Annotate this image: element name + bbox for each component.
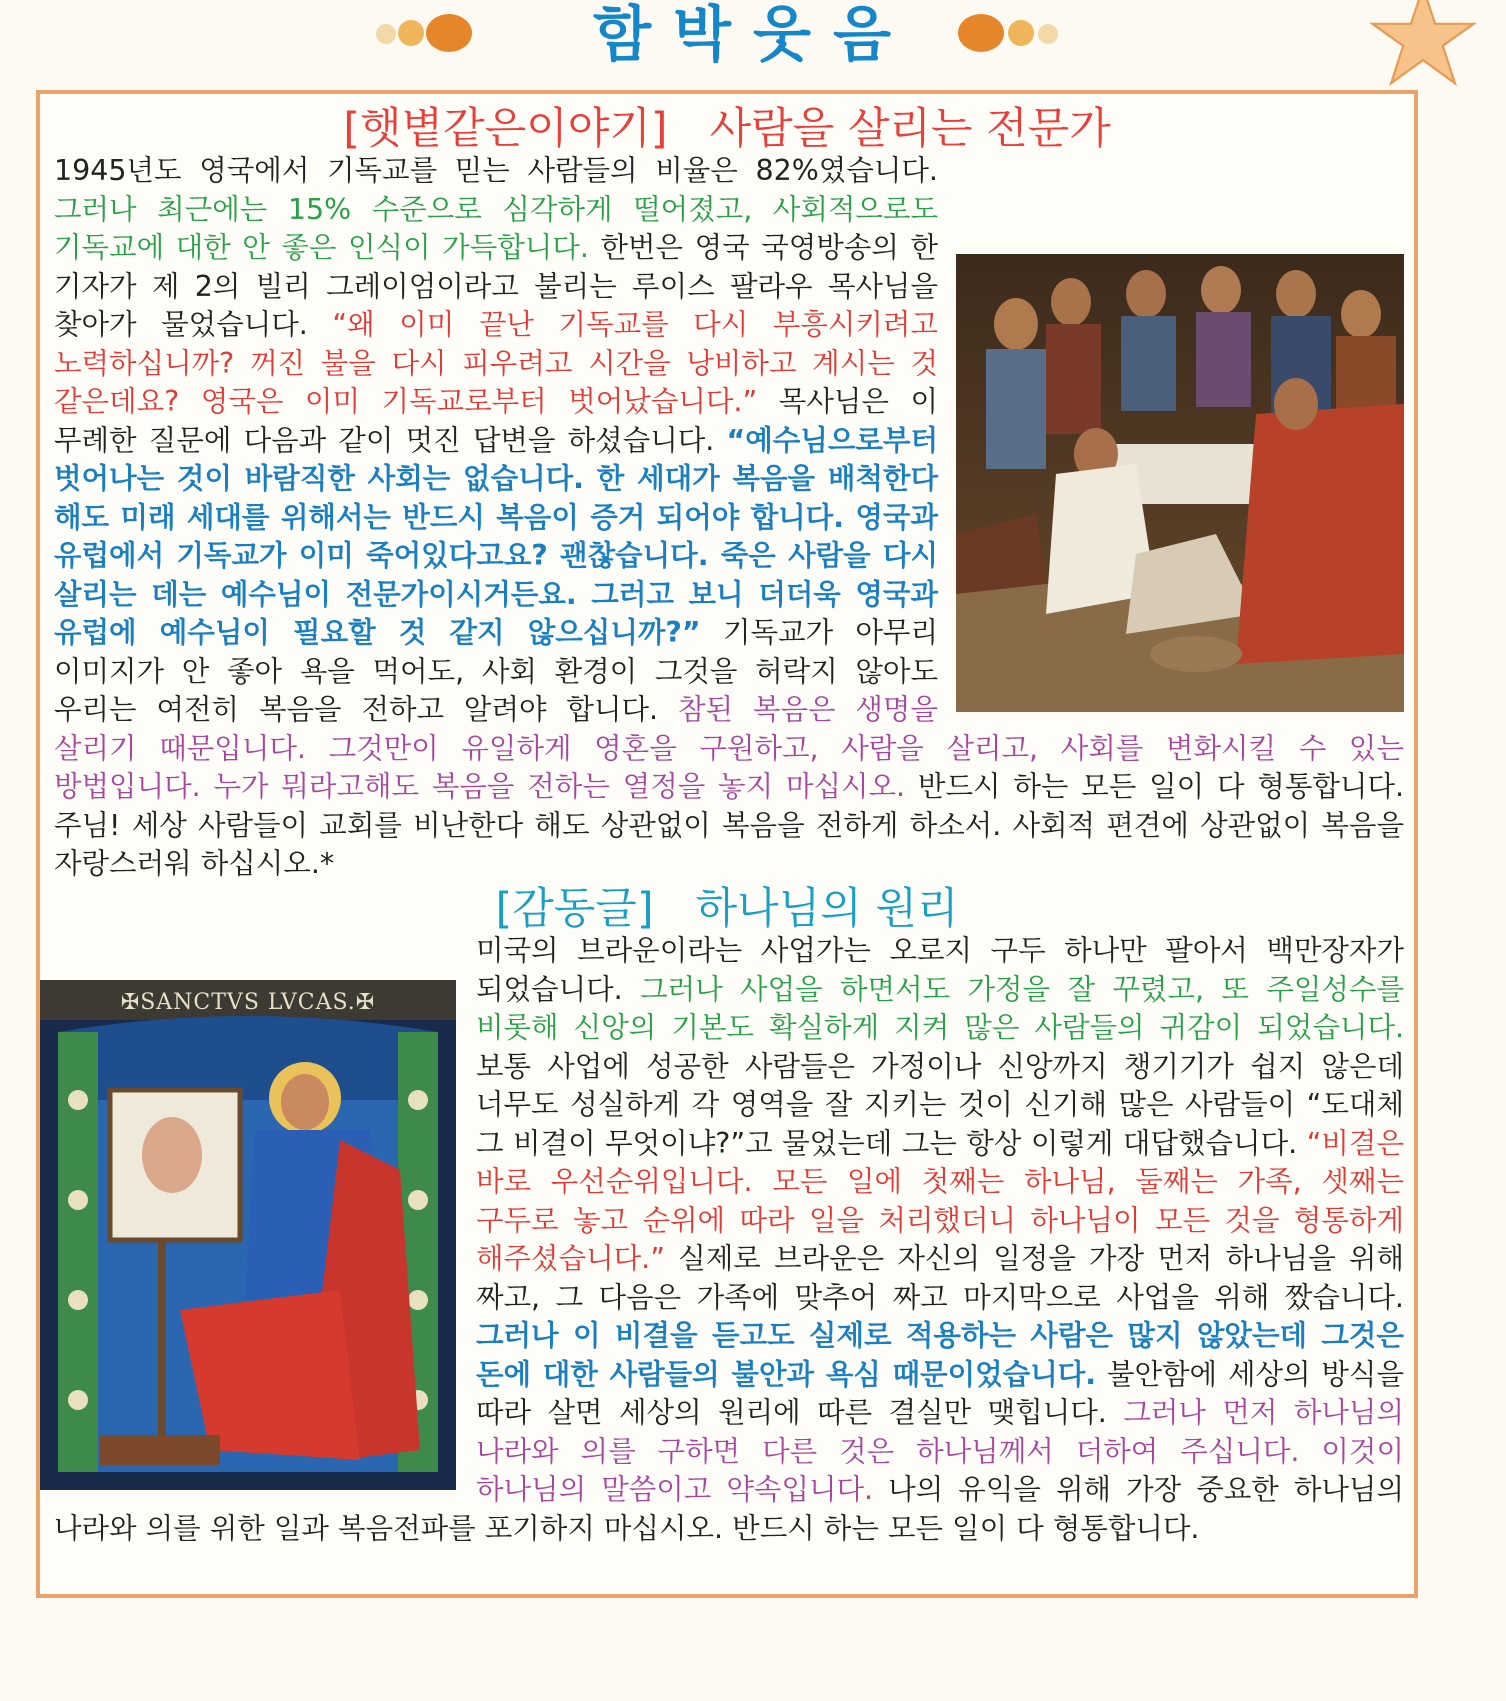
a1-text-5: 목사님은 이 무례한 질문에 다음과 같이 멋진 답변을 하셨습니다. [54, 385, 938, 457]
a1-text-2: 그러나 최근에는 15% 수준으로 심각하게 떨어졌고, 사회적으로도 기독교에 대한 안 좋은 인식이 가득합니다. [54, 192, 938, 264]
article2-body [54, 932, 1404, 1548]
a1-text-7: 기독교가 아무리 이미지가 안 좋아 욕을 먹어도, 사회 환경이 그것을 허락지 않아도 우리는 여전히 복음을 전하고 알려야 합니다. [54, 616, 938, 726]
a2-quote-brown: “비결은 바로 우선순위입니다. 모든 일에 첫째는 하나님, 둘째는 가족, 셋째는 구두로 놓고 순위에 따라 일을 처리했더니 하나님이 모든 것을 형통하게 해주셨습니다.” [476, 1126, 1404, 1275]
a1-text-8: 참된 복음은 생명을 살리기 때문입니다. 그것만이 유일하게 영혼을 구원하고, 사람을 살리고, 사회를 변화시킬 수 있는 방법입니다. 누가 뭐라고해도 복음을 전하는 열정을 놓지 마십시오. [54, 693, 1404, 803]
article2-title [40, 884, 1414, 934]
a2-text-3: 보통 사업에 성공한 사람들은 가정이나 신앙까지 챙기기가 쉽지 않은데 너무도 성실하게 각 영역을 잘 지키는 것이 신기해 많은 사람들이 “도대체 그 비결이 무엇이냐?”고 물었는데 그는 항상 이렇게 대답했습니다. [476, 1049, 1404, 1160]
right-dots-decoration [958, 14, 1088, 54]
a1-text-9: 반드시 하는 모든 일이 다 형통합니다. 주님! 세상 사람들이 교회를 비난한다 해도 상관없이 복음을 전하게 하소서. 사회적 편견에 상관없이 복음을 자랑스러워 하십시오.* [54, 770, 1404, 880]
a1-text-3: 한번은 영국 국영방송의 한 기자가 제 2의 빌리 그레이엄이라고 불리는 루이스 팔라우 목사님을 찾아가 물었습니다. [54, 231, 938, 341]
stained-glass-inscription: ✠SANCTVS LVCAS.✠ [120, 990, 376, 1015]
a2-text-9: 나의 유익을 위해 가장 중요한 하나님의 나라와 의를 위한 일과 복음전파를 포기하지 마십시오. 반드시 하는 모든 일이 다 형통합니다. [54, 1473, 1404, 1545]
page-header [0, 0, 1506, 84]
a2-text-5: 실제로 브라운은 자신의 일정을 가장 먼저 하나님을 위해 짜고, 그 다음은 가족에 맞추어 짜고 마지막으로 사업을 위해 짰습니다. [476, 1242, 1404, 1314]
a1-text-1: 1945년도 영국에서 기독교를 믿는 사람들의 비율은 82%였습니다. [54, 154, 938, 187]
article1-title [40, 104, 1414, 154]
article2-heading: 하나님의 원리 [695, 884, 959, 934]
a1-quote-reporter: “왜 이미 끝난 기독교를 다시 부흥시키려고 노력하십니까? 꺼진 불을 다시 피우려고 시간을 낭비하고 계시는 것 같은데요? 영국은 이미 기독교로부터 벗어났습니다.” [54, 308, 938, 418]
a1-quote-pastor: “예수님으로부터 벗어나는 것이 바람직한 사회는 없습니다. 한 세대가 복음을 배척한다 해도 미래 세대를 위해서는 반드시 복음이 증거 되어야 합니다. 영국과 유럽에서 기독교가 이미 죽어있다고요? 괜찮습니다. 죽은 사람을 다시 살리는 데는 예수님이 전문가이시거든요. 그러고 보니 더더욱 영국과 유럽에 예수님이 필요할 것 같지 않으십니까?” [54, 423, 938, 649]
stained-glass-saint-luke [40, 980, 456, 1490]
page-title: 함박웃음 [593, 0, 913, 70]
a2-text-8: 그러나 먼저 하나님의 나라와 의를 구하면 다른 것은 하나님께서 더하여 주십니다. 이것이 하나님의 말씀이고 약속입니다. [476, 1396, 1404, 1506]
a2-text-1: 미국의 브라운이라는 사업가는 오로지 구두 하나만 팔아서 백만장자가 되었습니다. [476, 934, 1404, 1006]
article1-heading: 사람을 살리는 전문가 [709, 104, 1111, 154]
content-frame [36, 90, 1418, 1598]
foot-washing-painting [956, 254, 1404, 712]
article2-tag: [감동글] [495, 884, 654, 934]
article1-body [54, 152, 1404, 884]
a2-text-7: 불안함에 세상의 방식을 따라 살면 세상의 원리에 따른 결실만 맺힙니다. [476, 1357, 1404, 1429]
article1-tag: [햇볕같은이야기] [343, 104, 668, 154]
star-icon [1368, 0, 1478, 92]
a2-text-2: 그러나 사업을 하면서도 가정을 잘 꾸렸고, 또 주일성수를 비롯해 신앙의 기본도 확실하게 지켜 많은 사람들의 귀감이 되었습니다. [476, 972, 1404, 1044]
a2-text-6: 그러나 이 비결을 듣고도 실제로 적용하는 사람은 많지 않았는데 그것은 돈에 대한 사람들의 불안과 욕심 때문이었습니다. [476, 1319, 1404, 1391]
